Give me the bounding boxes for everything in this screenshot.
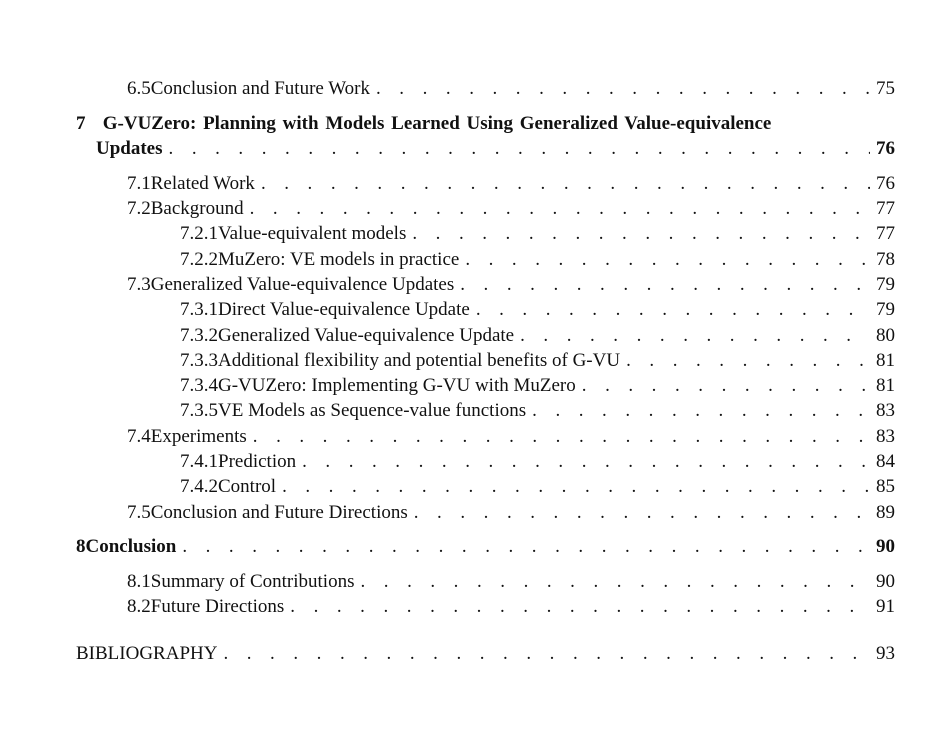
chapter-number: 7 <box>76 113 86 134</box>
page-number: 91 <box>876 596 895 617</box>
toc-entry-7-5[interactable] <box>127 502 895 526</box>
dot-leader <box>360 571 870 593</box>
section-title: Generalized Value-equivalence Updates <box>150 274 455 295</box>
subsection-title: Direct Value-equivalence Update <box>218 299 470 320</box>
toc-entry-7-2-2[interactable] <box>180 249 895 273</box>
subsection-title: VE Models as Sequence-value functions <box>218 400 527 421</box>
page-number: 80 <box>876 325 895 346</box>
page-number: 76 <box>876 138 895 159</box>
toc-entry-7-4[interactable] <box>127 426 895 450</box>
dot-leader <box>582 375 870 397</box>
toc-entry-7-line2[interactable] <box>96 138 895 162</box>
dot-leader <box>520 325 870 347</box>
subsection-title: MuZero: VE models in practice <box>218 249 460 270</box>
toc-entry-7-1[interactable] <box>127 173 895 197</box>
dot-leader <box>290 596 870 618</box>
section-title: Conclusion and Future Directions <box>150 502 408 523</box>
dot-leader <box>376 78 870 100</box>
dot-leader <box>182 536 870 558</box>
section-title: Experiments <box>150 426 247 447</box>
dot-leader <box>476 299 870 321</box>
dot-leader <box>532 400 870 422</box>
subsection-number: 7.4.2 <box>180 476 218 497</box>
subsection-number: 7.2.2 <box>180 249 218 270</box>
toc-entry-7-3-5[interactable] <box>180 400 895 424</box>
dot-leader <box>169 138 870 160</box>
subsection-number: 7.2.1 <box>180 223 218 244</box>
page-number: 85 <box>876 476 895 497</box>
toc-entry-7-line1[interactable] <box>76 113 771 135</box>
page-number: 77 <box>876 198 895 219</box>
toc-entry-bibliography[interactable] <box>76 643 895 667</box>
toc-entry-7-3-4[interactable] <box>180 375 895 399</box>
bibliography-title: BIBLIOGRAPHY <box>76 643 218 664</box>
page-number: 78 <box>876 249 895 270</box>
toc-entry-7-4-1[interactable] <box>180 451 895 475</box>
chapter-number: 8 <box>76 536 86 557</box>
chapter-title: Conclusion <box>85 536 177 557</box>
page-number: 83 <box>876 400 895 421</box>
dot-leader <box>626 350 870 372</box>
page-number: 77 <box>876 223 895 244</box>
dot-leader <box>250 198 870 220</box>
dot-leader <box>460 274 870 296</box>
section-number: 7.2 <box>127 198 151 219</box>
dot-leader <box>465 249 870 271</box>
subsection-number: 7.3.1 <box>180 299 218 320</box>
dot-leader <box>223 643 870 665</box>
dot-leader <box>302 451 870 473</box>
page-number: 79 <box>876 274 895 295</box>
subsection-number: 7.3.5 <box>180 400 218 421</box>
page-number: 79 <box>876 299 895 320</box>
chapter-title-line2: Updates <box>96 138 163 159</box>
subsection-title: G-VUZero: Implementing G-VU with MuZero <box>218 375 576 396</box>
dot-leader <box>282 476 870 498</box>
page-number: 90 <box>876 536 895 557</box>
subsection-number: 7.3.4 <box>180 375 218 396</box>
chapter-title-line1: G-VUZero: Planning with Models Learned Using Generalized Value-equivalence <box>102 113 772 134</box>
toc-entry-7-2[interactable] <box>127 198 895 222</box>
toc-entry-7-3-1[interactable] <box>180 299 895 323</box>
section-number: 7.3 <box>127 274 151 295</box>
page-number: 93 <box>876 643 895 664</box>
dot-leader <box>414 502 870 524</box>
toc-entry-8-1[interactable] <box>127 571 895 595</box>
page-number: 81 <box>876 375 895 396</box>
subsection-title: Prediction <box>218 451 297 472</box>
subsection-title: Additional flexibility and potential benefits of G-VU <box>218 350 621 371</box>
dot-leader <box>412 223 870 245</box>
subsection-number: 7.4.1 <box>180 451 218 472</box>
section-title: Related Work <box>150 173 255 194</box>
toc-entry-7-3-2[interactable] <box>180 325 895 349</box>
page-number: 81 <box>876 350 895 371</box>
toc-entry-7-2-1[interactable] <box>180 223 895 247</box>
subsection-title: Generalized Value-equivalence Update <box>218 325 515 346</box>
page-number: 76 <box>876 173 895 194</box>
page-number: 90 <box>876 571 895 592</box>
section-number: 8.2 <box>127 596 151 617</box>
subsection-number: 7.3.3 <box>180 350 218 371</box>
section-title: Summary of Contributions <box>150 571 355 592</box>
page-number: 84 <box>876 451 895 472</box>
page-number: 89 <box>876 502 895 523</box>
section-number: 7.4 <box>127 426 151 447</box>
section-number: 7.5 <box>127 502 151 523</box>
page-number: 83 <box>876 426 895 447</box>
section-number: 7.1 <box>127 173 151 194</box>
subsection-number: 7.3.2 <box>180 325 218 346</box>
toc-entry-7-3-3[interactable] <box>180 350 895 374</box>
dot-leader <box>261 173 870 195</box>
subsection-title: Value-equivalent models <box>218 223 407 244</box>
toc-entry-8[interactable] <box>76 536 895 560</box>
toc-entry-7-3[interactable] <box>127 274 895 298</box>
toc-entry-8-2[interactable] <box>127 596 895 620</box>
toc-entry-7-4-2[interactable] <box>180 476 895 500</box>
section-title: Future Directions <box>150 596 285 617</box>
section-title: Conclusion and Future Work <box>150 78 370 99</box>
dot-leader <box>253 426 870 448</box>
subsection-title: Control <box>218 476 277 497</box>
section-number: 8.1 <box>127 571 151 592</box>
section-title: Background <box>150 198 244 219</box>
page-number: 75 <box>876 78 895 99</box>
section-number: 6.5 <box>127 78 151 99</box>
toc-entry-6-5[interactable] <box>127 78 895 102</box>
